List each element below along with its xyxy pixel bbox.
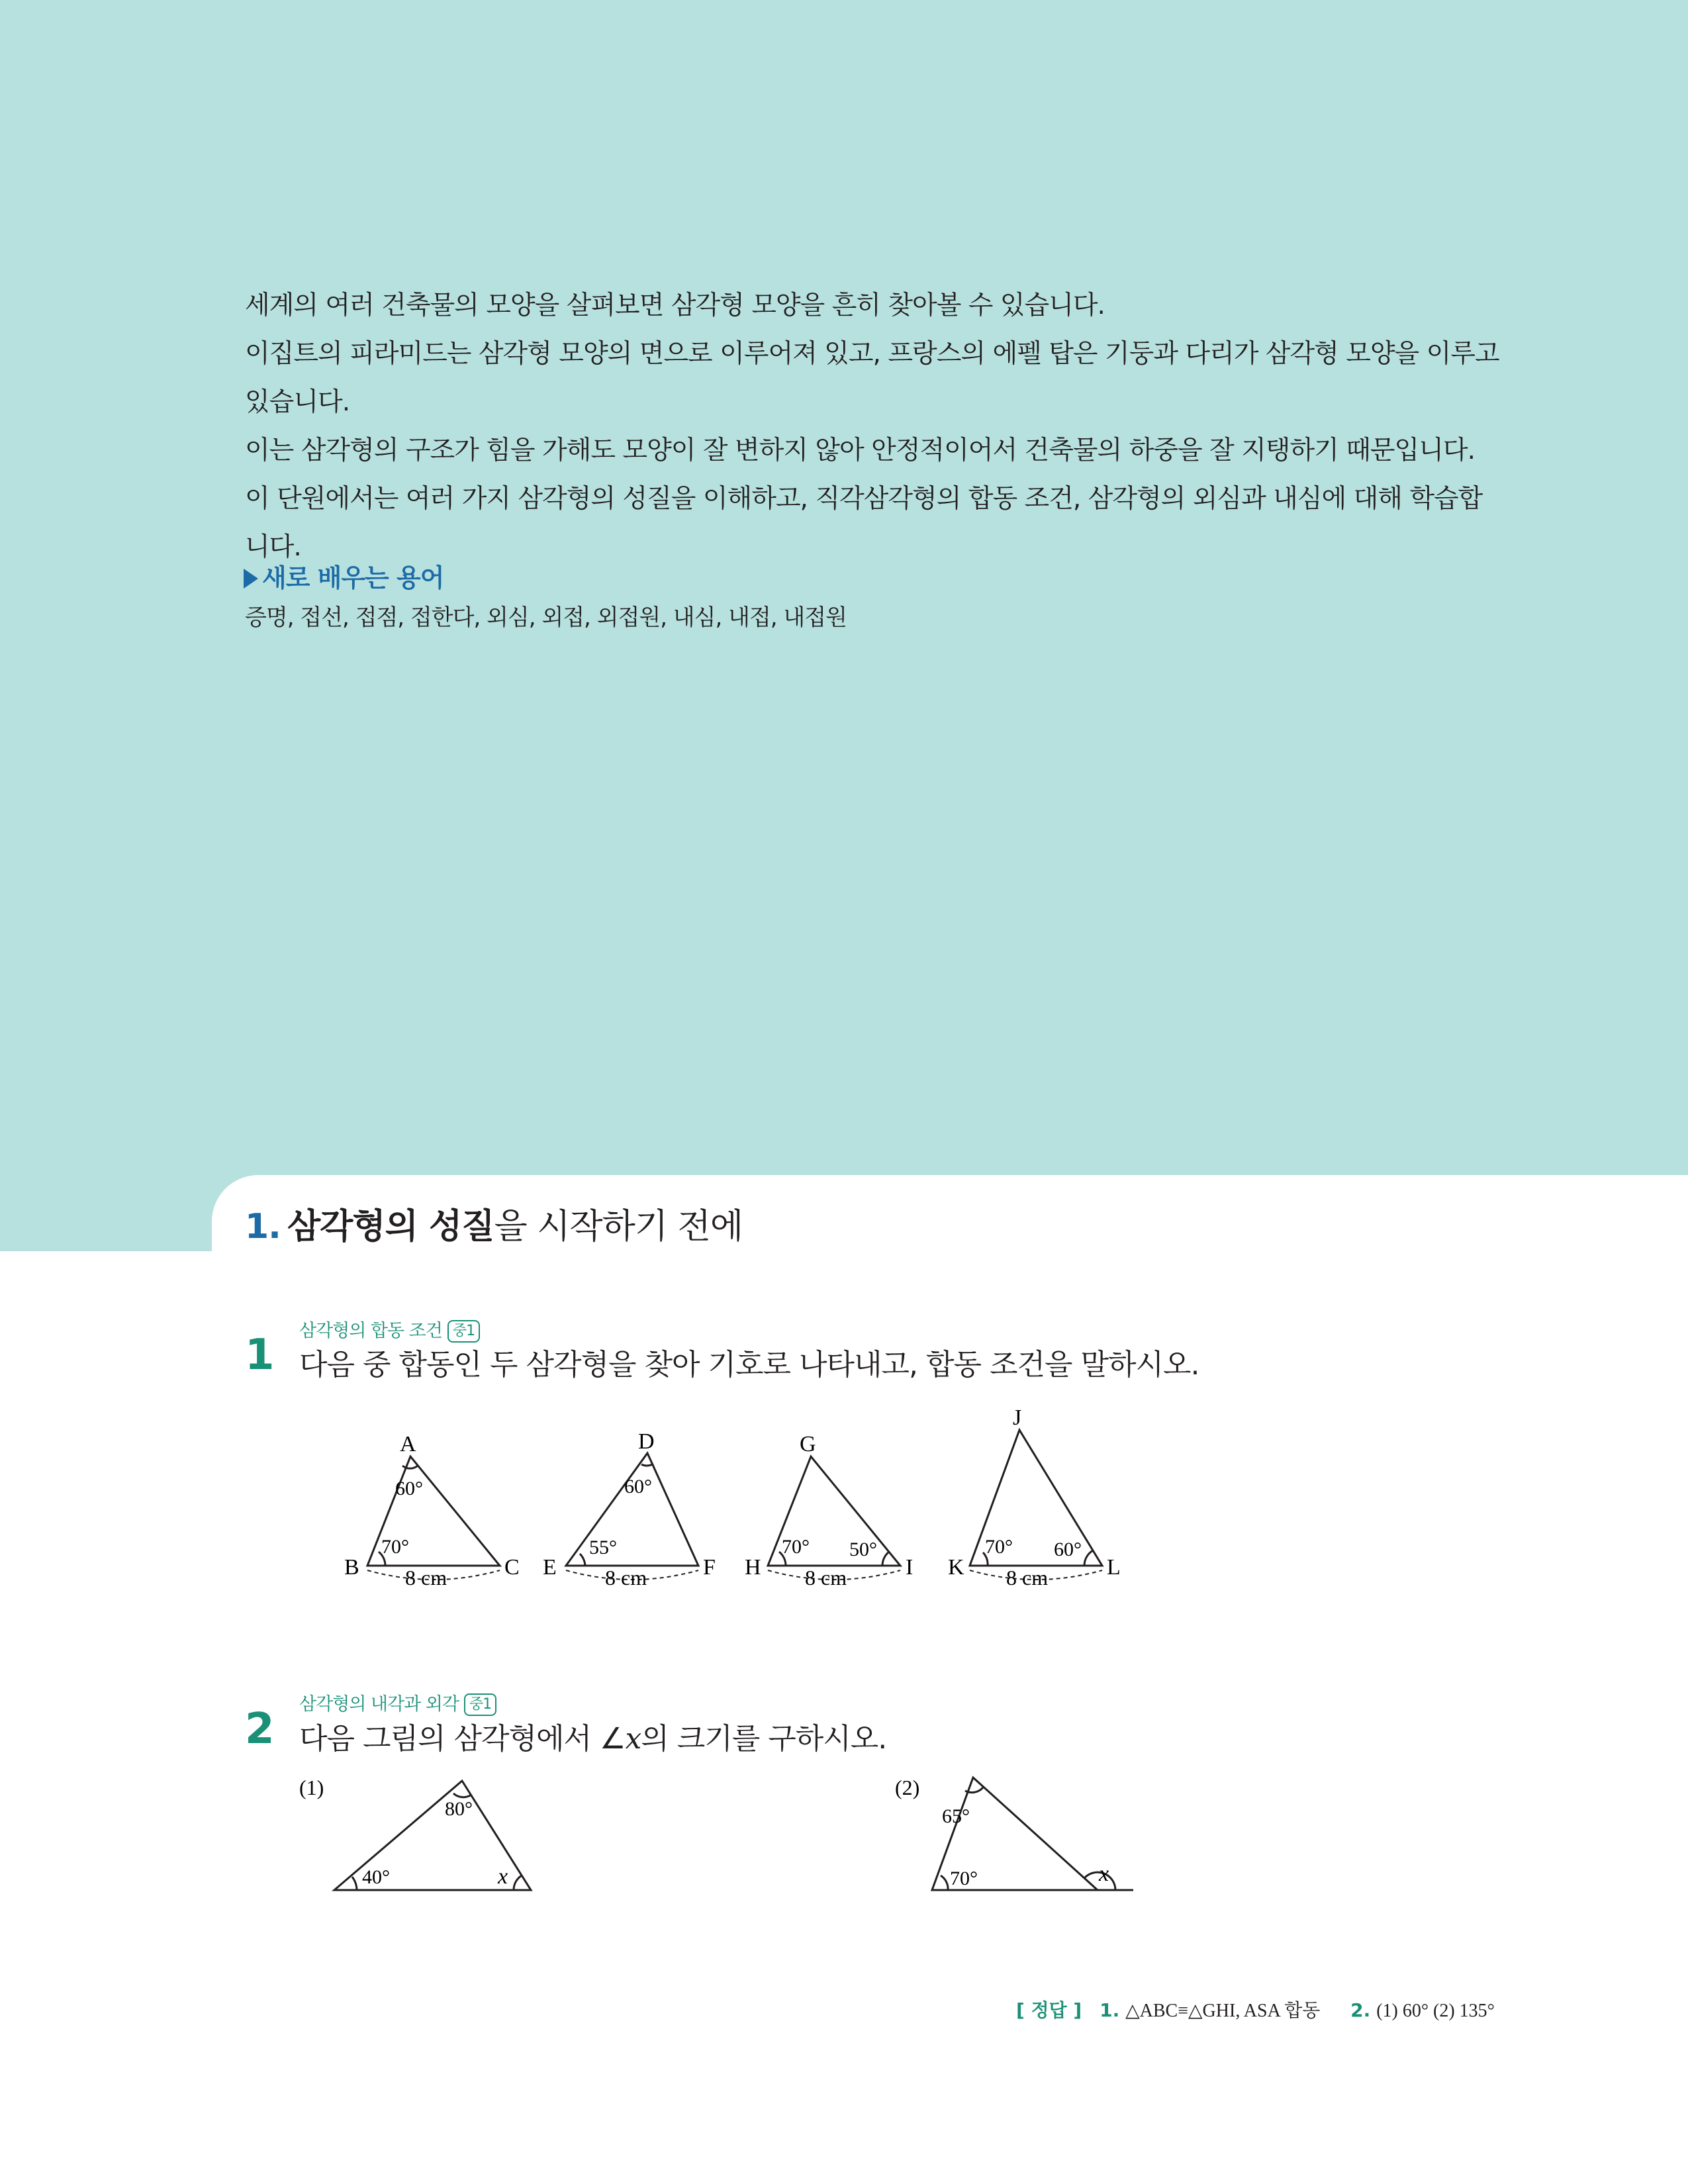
intro-line: 있습니다. bbox=[245, 387, 350, 417]
angle-label: 60° bbox=[624, 1476, 652, 1497]
angle-label: 70° bbox=[985, 1536, 1013, 1558]
vertex-label: H bbox=[745, 1555, 761, 1580]
triangle-ghi bbox=[768, 1456, 900, 1580]
answer-1-number: 1. bbox=[1100, 1999, 1120, 2021]
intro-line: 이집트의 피라미드는 삼각형 모양의 면으로 이루어져 있고, 프랑스의 에펠 탑은 기둥과 다리가 삼각형 모양을 이루고 bbox=[245, 339, 1499, 369]
vertex-label: F bbox=[703, 1555, 716, 1580]
angle-label: 70° bbox=[782, 1536, 810, 1558]
new-terms-list: 증명, 접선, 접점, 접한다, 외심, 외접, 외접원, 내심, 내접, 내접원 bbox=[245, 604, 847, 631]
problem-1-tag: 삼각형의 합동 조건 중1 bbox=[299, 1316, 480, 1343]
answer-2-text: (1) 60° (2) 135° bbox=[1376, 2001, 1495, 2021]
vertex-label: J bbox=[1013, 1405, 1022, 1430]
new-terms-title: 새로 배우는 용어 bbox=[244, 557, 444, 594]
variable-x: x bbox=[1099, 1862, 1109, 1886]
angle-label: 70° bbox=[950, 1868, 978, 1889]
answer-1-text: △ABC≡△GHI, ASA 합동 bbox=[1125, 2001, 1321, 2021]
section-title-bold: 삼각형의 성질 bbox=[287, 1207, 494, 1247]
level-badge: 중1 bbox=[447, 1320, 480, 1343]
intro-text bbox=[245, 281, 1503, 571]
side-label: 8 cm bbox=[805, 1566, 847, 1590]
section-number: 1. bbox=[245, 1207, 281, 1247]
problem-1-number: 1 bbox=[245, 1331, 275, 1380]
intro-line: 이 단원에서는 여러 가지 삼각형의 성질을 이해하고, 직각삼각형의 합동 조건, 삼각형의 외심과 내심에 대해 학습합니다. bbox=[245, 484, 1483, 562]
triangle-bullet-icon bbox=[244, 569, 258, 589]
problem-2-text: 다음 그림의 삼각형에서 ∠x의 크기를 구하시오. bbox=[299, 1722, 887, 1756]
variable-x: x bbox=[498, 1864, 508, 1889]
level-badge: 중1 bbox=[464, 1693, 496, 1716]
angle-label: 55° bbox=[589, 1537, 617, 1558]
problem-2-tag: 삼각형의 내각과 외각 중1 bbox=[299, 1689, 496, 1716]
angle-label: 60° bbox=[1054, 1539, 1082, 1560]
vertex-label: L bbox=[1107, 1555, 1121, 1580]
intro-line: 이는 삼각형의 구조가 힘을 가해도 모양이 잘 변하지 않아 안정적이어서 건축물의 하중을 잘 지탱하기 때문입니다. bbox=[245, 436, 1475, 465]
answer-2-number: 2. bbox=[1350, 1999, 1371, 2021]
angle-label: 60° bbox=[395, 1478, 423, 1499]
side-label: 8 cm bbox=[605, 1566, 647, 1590]
side-label: 8 cm bbox=[405, 1566, 447, 1590]
vertex-label: E bbox=[543, 1555, 557, 1580]
intro-line: 세계의 여러 건축물의 모양을 살펴보면 삼각형 모양을 흔히 찾아볼 수 있습니다. bbox=[245, 291, 1105, 320]
vertex-label: I bbox=[906, 1555, 914, 1580]
section-title bbox=[245, 1198, 743, 1248]
vertex-label: K bbox=[948, 1555, 964, 1580]
triangle-abc bbox=[367, 1456, 500, 1580]
problem-2-number: 2 bbox=[245, 1705, 275, 1754]
triangle-def bbox=[566, 1453, 698, 1580]
vertex-label: C bbox=[504, 1555, 520, 1580]
figure-label: (2) bbox=[895, 1776, 920, 1799]
vertex-label: B bbox=[344, 1555, 359, 1580]
angle-label: 50° bbox=[849, 1539, 877, 1560]
vertex-label: D bbox=[638, 1429, 655, 1454]
angle-label: 40° bbox=[362, 1866, 390, 1888]
figure-label: (1) bbox=[299, 1776, 324, 1799]
vertex-label: G bbox=[800, 1432, 816, 1456]
angle-label: 80° bbox=[445, 1798, 473, 1820]
vertex-label: A bbox=[400, 1432, 416, 1456]
problem-1-figure bbox=[331, 1397, 1125, 1595]
problem-2-figure bbox=[291, 1764, 1152, 1897]
section-title-rest: 을 시작하기 전에 bbox=[494, 1207, 743, 1247]
angle-label: 70° bbox=[381, 1536, 409, 1558]
answer-key bbox=[1016, 1996, 1495, 2022]
answer-label: [ 정답 ] bbox=[1016, 1999, 1082, 2021]
side-label: 8 cm bbox=[1006, 1566, 1049, 1590]
angle-label: 65° bbox=[942, 1805, 970, 1827]
problem-1-text: 다음 중 합동인 두 삼각형을 찾아 기호로 나타내고, 합동 조건을 말하시오. bbox=[299, 1348, 1199, 1382]
